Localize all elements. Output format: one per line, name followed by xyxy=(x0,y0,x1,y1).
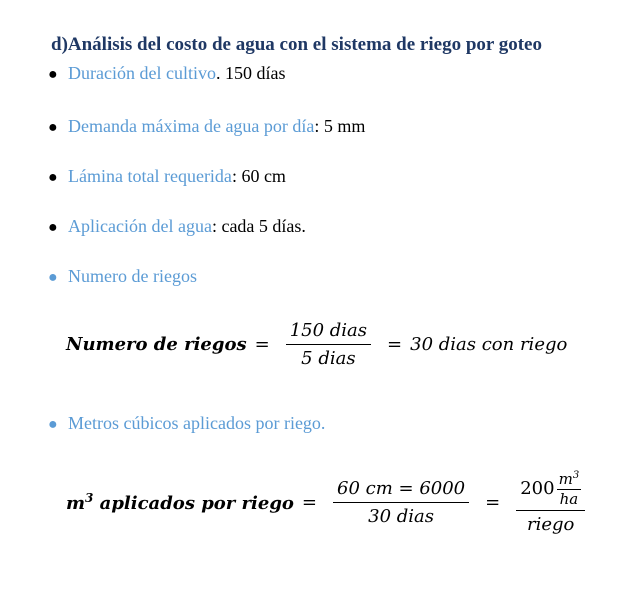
bullet-term: Duración del cultivo xyxy=(68,63,216,83)
fraction xyxy=(333,478,469,527)
bullet-term: Numero de riegos xyxy=(68,266,197,286)
section-heading: d)Análisis del costo de agua con el sistema de riego por goteo xyxy=(51,34,542,55)
bullet-dot-icon: ● xyxy=(48,269,58,286)
bullet-dot-icon: ● xyxy=(48,416,58,433)
bullet-term: Lámina total requerida xyxy=(68,166,232,186)
bullet-term: Aplicación del agua xyxy=(68,216,212,236)
bullet-value: : 5 mm xyxy=(314,116,366,136)
bullet-value: : cada 5 días. xyxy=(211,216,306,236)
equation-cubic-meters xyxy=(66,470,593,535)
lhs-exponent: 3 xyxy=(85,491,94,505)
equals-sign: = xyxy=(301,492,318,513)
lhs-base: m xyxy=(66,493,86,514)
equation-number-of-irrigations xyxy=(66,320,567,369)
fraction-numerator: 60 cm = 6000 xyxy=(333,478,469,503)
equation-lhs: Numero de riegos xyxy=(66,334,247,355)
bullet-value: : 60 cm xyxy=(231,166,286,186)
fraction xyxy=(286,320,371,369)
bullet-term: Demanda máxima de agua por día xyxy=(68,116,315,136)
bullet-dot-icon: ● xyxy=(48,169,58,186)
bullet-dot-icon: ● xyxy=(48,119,58,136)
unit-denominator: ha xyxy=(559,489,579,508)
fraction-numerator: 150 dias xyxy=(286,320,371,345)
bullet-dot-icon: ● xyxy=(48,66,58,83)
equation-result: 30 dias con riego xyxy=(410,334,568,355)
unit-base: m xyxy=(558,470,573,488)
bullet-item-duration xyxy=(48,63,285,84)
result-numerator xyxy=(516,470,585,511)
unit-exponent: 3 xyxy=(572,470,580,481)
fraction-denominator: 30 dias xyxy=(368,506,434,527)
bullet-item-demand xyxy=(48,116,365,137)
lhs-text: aplicados por riego xyxy=(93,493,294,514)
unit-fraction xyxy=(557,470,582,507)
result-denominator: riego xyxy=(527,514,575,535)
equals-sign: = xyxy=(254,334,270,355)
bullet-term: Metros cúbicos aplicados por riego. xyxy=(68,413,326,433)
bullet-item-irrigations xyxy=(48,266,197,287)
result-fraction xyxy=(516,470,585,535)
equals-sign: = xyxy=(485,492,501,513)
equals-sign: = xyxy=(387,334,403,355)
equation-lhs xyxy=(66,491,294,514)
bullet-dot-icon: ● xyxy=(48,219,58,236)
bullet-item-application xyxy=(48,216,306,237)
result-value: 200 xyxy=(520,478,555,499)
bullet-value: . 150 días xyxy=(215,63,286,83)
unit-numerator xyxy=(557,470,582,490)
bullet-item-cubic-meters xyxy=(48,413,325,434)
fraction-denominator: 5 dias xyxy=(301,348,356,369)
bullet-item-lamina xyxy=(48,166,286,187)
